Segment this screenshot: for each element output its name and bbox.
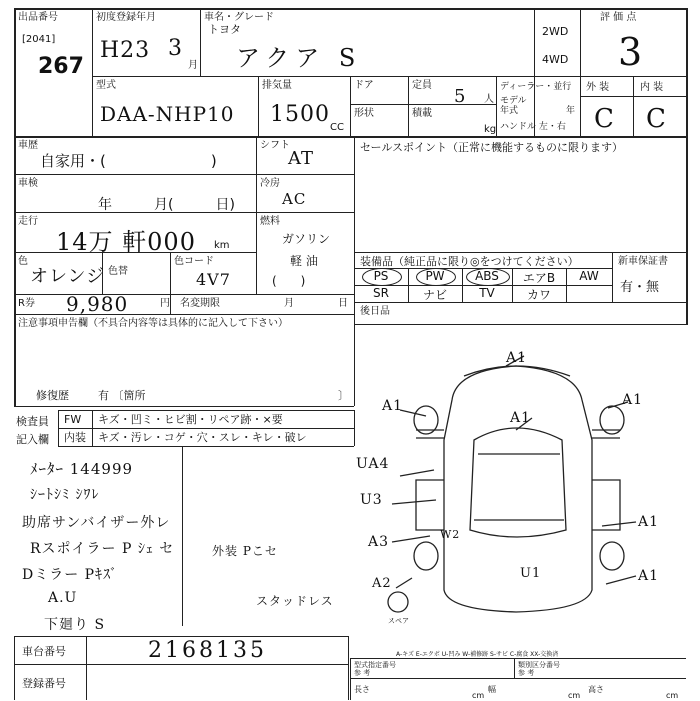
- equip-airbag: エアB: [522, 271, 556, 285]
- handle-label: ハンドル 左・右: [500, 122, 566, 132]
- footer-div: [86, 636, 87, 700]
- remark-line-2: ｼｰﾄｼﾐ ｼﾜﾚ: [30, 487, 100, 503]
- caution-label: 注意事項申告欄（不具合内容等は具体的に記入して下さい）: [18, 318, 288, 329]
- shape-label: 形状: [354, 108, 374, 119]
- first-reg-era: H23: [100, 38, 151, 63]
- row2-top: [92, 76, 686, 77]
- interior-insp-label: 内装: [64, 431, 86, 444]
- reg-label: 登録番号: [22, 677, 66, 690]
- mark-a1-fr: A1: [622, 392, 644, 408]
- footer-top: [14, 636, 348, 637]
- repair-value: 有 〔箇所: [98, 389, 146, 402]
- mileage-value: 14万 軒000: [56, 228, 196, 256]
- div-door: [350, 76, 351, 136]
- warranty-value: 有・無: [620, 280, 660, 295]
- mark-a1-hood: A1: [510, 410, 532, 426]
- mark-a1-rr2: A1: [638, 568, 660, 584]
- maker: トヨタ: [208, 23, 241, 36]
- shift-label: シフト: [260, 140, 290, 151]
- equip-abs: ABS: [475, 269, 499, 283]
- fuel-label: 燃料: [260, 216, 280, 227]
- insp-mid: [58, 428, 354, 429]
- caution-bottom: [14, 406, 354, 407]
- mark-u1: U1: [520, 566, 542, 581]
- remarks-div: [182, 446, 183, 626]
- interior-items: キズ・汚レ・コゲ・穴・スレ・キレ・破レ: [98, 431, 307, 444]
- div-cap: [408, 76, 409, 136]
- repair-label: 修復歴: [36, 389, 69, 402]
- remark-line-1: ﾒｰﾀｰ 144999: [30, 460, 134, 478]
- type-label: 型式: [96, 80, 116, 91]
- remark-line-4: Rスポイラー P ｼｪ セ: [30, 541, 175, 557]
- warranty-div: [612, 252, 613, 302]
- color-change-label: 色替: [108, 266, 128, 277]
- mark-a1-front: A1: [506, 350, 528, 366]
- equip-pw-circle: [416, 268, 456, 286]
- interior-label: 内 装: [640, 82, 664, 93]
- fw-label: FW: [64, 413, 82, 426]
- fuel-diesel: 軽 油: [290, 254, 318, 268]
- color-label: 色: [18, 256, 28, 267]
- body-outline: [444, 366, 592, 612]
- frame-right: [686, 8, 688, 324]
- disp-label: 排気量: [262, 80, 292, 91]
- shift-value: AT: [288, 148, 315, 169]
- mark-line-6: [392, 500, 436, 504]
- dim-height: 高さ: [588, 685, 604, 694]
- equip-sr: SR: [373, 286, 389, 300]
- lot-label: 出品番号: [18, 12, 58, 23]
- div-drive: [534, 8, 535, 136]
- legend: A-キズ E-エクボ U-凹み W-補修跡 S-サビ C-腐食 XX-交換済: [396, 651, 559, 658]
- mark-u3: U3: [360, 492, 383, 508]
- spec-div: [514, 658, 515, 678]
- ext-int-div: [633, 76, 634, 136]
- fuel-other: ( ): [272, 274, 306, 288]
- mark-line-10: [396, 578, 412, 588]
- recycle-value: 9,980: [66, 292, 129, 316]
- mark-line-8: [602, 522, 636, 526]
- exterior-grade: C: [594, 104, 615, 134]
- div-score: [580, 8, 581, 136]
- mark-line-7: [392, 536, 430, 542]
- detail-r4: [14, 294, 354, 295]
- frame-left: [14, 8, 16, 406]
- disp-unit: CC: [330, 122, 344, 133]
- lot-code: [2041]: [22, 34, 56, 45]
- detail-r5: [14, 314, 354, 315]
- equip-navi: ナビ: [422, 288, 447, 302]
- interior-grade: C: [646, 104, 667, 134]
- spec-top: [350, 658, 686, 659]
- mark-a1-rr1: A1: [638, 514, 660, 530]
- color-code-label: 色コード: [174, 256, 214, 267]
- mileage-unit: km: [214, 240, 230, 251]
- type-value: DAA-NHP10: [100, 102, 235, 126]
- history-value: 自家用・( ): [40, 152, 217, 170]
- ac-label: 冷房: [260, 178, 280, 189]
- left-doors: [416, 480, 444, 530]
- fuel-gasoline: ガソリン: [282, 232, 331, 246]
- inspection-value: 年 月( 日): [98, 197, 235, 213]
- capacity-value: 5: [454, 86, 467, 107]
- wheel-rr: [600, 542, 624, 570]
- equip-ps: PS: [373, 269, 389, 283]
- mark-a3: A3: [368, 534, 390, 550]
- spare-label: スペア: [388, 617, 409, 625]
- month-unit: 月: [188, 60, 198, 71]
- detail-color-div: [170, 252, 171, 314]
- disp-value: 1500: [270, 102, 330, 127]
- remark-line-5: Dミラー Pｷｽﾞ: [22, 567, 119, 583]
- chassis-label: 車台番号: [22, 645, 66, 658]
- dim-length-cm: cm: [472, 691, 485, 700]
- ac-value: AC: [282, 190, 307, 208]
- div-reg: [200, 8, 201, 76]
- insp-right: [354, 410, 355, 446]
- inspector-label: 検査員: [16, 415, 49, 428]
- detail-div: [256, 136, 257, 294]
- door-label: ドア: [354, 80, 374, 91]
- insp-left: [58, 410, 59, 446]
- lot-number: 267: [38, 54, 84, 79]
- color-code-value: 4V7: [196, 270, 231, 289]
- div-lot: [92, 8, 93, 136]
- load-label: 積載: [412, 108, 432, 119]
- car-diagram: [356, 330, 690, 630]
- insp-c1: [92, 410, 93, 446]
- sales-title: セールスポイント（正常に機能するものに限ります）: [360, 141, 624, 154]
- year-unit: 年: [566, 106, 576, 116]
- capacity-label: 定員: [412, 80, 432, 91]
- first-reg-month: 3: [168, 36, 183, 61]
- first-reg-label: 初度登録年月: [96, 12, 156, 23]
- insp-top: [58, 410, 354, 411]
- cabin-outline: [470, 428, 566, 537]
- class-label: 類別区分番号: [518, 661, 560, 669]
- left-mirror: [416, 430, 444, 438]
- chassis-value: 2168135: [148, 638, 267, 663]
- dealer-label: ディーラー・並行: [500, 82, 572, 92]
- mark-line-9: [606, 576, 636, 584]
- insp-bottom: [58, 446, 354, 447]
- color-value: オレンジ: [30, 266, 106, 287]
- wheel-rl: [414, 542, 438, 570]
- equip-abs-circle: [466, 268, 510, 286]
- score-value: 3: [618, 30, 644, 74]
- mark-a2: A2: [372, 576, 392, 591]
- load-unit: kg: [484, 124, 497, 135]
- row3-top: [14, 136, 688, 138]
- equip-title: 装備品（純正品に限り◎をつけてください）: [360, 255, 579, 268]
- frame-top: [14, 8, 688, 10]
- equip-leather: カワ: [526, 288, 551, 302]
- div-disp: [258, 76, 259, 136]
- mark-line-2: [400, 410, 426, 416]
- recycle-label: R券: [18, 298, 35, 309]
- equip-pw: PW: [425, 269, 445, 283]
- remark-line-3: 助席サンバイザー外レ: [22, 515, 171, 531]
- repair-bracket: 〕: [338, 389, 349, 402]
- entry-label: 記入欄: [16, 433, 49, 446]
- remark-line-7: 下廻り S: [44, 617, 106, 633]
- warranty-label: 新車保証書: [618, 256, 668, 267]
- equip-tv: TV: [479, 286, 495, 300]
- equip-top: [354, 252, 686, 253]
- spec-sub: 参 考: [354, 669, 371, 677]
- unload-bottom: [354, 324, 688, 325]
- spec-label: 型式指定番号: [354, 661, 396, 669]
- spec-left: [350, 658, 351, 700]
- div-dealer: [496, 76, 497, 136]
- remark-mid-1: 外装 Pこセ: [212, 544, 278, 558]
- fw-items: キズ・凹ミ・ヒビ割・リペア跡・×要: [98, 413, 283, 426]
- dim-width-cm: cm: [568, 691, 581, 700]
- mileage-label: 走行: [18, 216, 38, 227]
- drive-2wd: 2WD: [542, 25, 569, 38]
- mark-a1-fl: A1: [382, 398, 404, 414]
- footer-mid: [14, 664, 348, 665]
- model-year-label: モデル: [500, 96, 527, 106]
- dim-height-cm: cm: [666, 691, 679, 700]
- name-change-month: 月: [284, 298, 294, 309]
- right-doors: [592, 480, 620, 530]
- model-name: アクア S: [236, 44, 362, 72]
- yen: 円: [160, 298, 170, 309]
- shape-line: [350, 104, 496, 105]
- capacity-unit: 人: [484, 94, 494, 105]
- inspection-label: 車検: [18, 178, 38, 189]
- remark-mid-2: スタッドレス: [256, 594, 334, 608]
- model-year-label2: 年式: [500, 106, 519, 116]
- equip-ps-circle: [362, 268, 402, 286]
- name-change-label: 名変期限: [180, 298, 220, 309]
- class-sub: 参 考: [518, 669, 535, 677]
- unload-label: 後日品: [360, 306, 390, 317]
- footer-right: [348, 636, 349, 700]
- front-bumper: [464, 366, 570, 376]
- dim-width: 幅: [488, 685, 496, 694]
- remark-line-6: A.U: [48, 590, 78, 606]
- history-label: 車歴: [18, 140, 38, 151]
- equip-aw: AW: [579, 269, 599, 283]
- drive-4wd: 4WD: [542, 53, 569, 66]
- exterior-label: 外 装: [586, 82, 610, 93]
- dim-length: 長さ: [354, 685, 370, 694]
- mark-line-5: [400, 470, 434, 476]
- mark-w2: W2: [440, 528, 461, 541]
- score-label: 評 価 点: [600, 12, 637, 23]
- detail-r1: [14, 174, 354, 175]
- spare-wheel: [388, 592, 408, 612]
- name-change-day: 日: [338, 298, 348, 309]
- footer-left: [14, 636, 15, 700]
- mark-ua4: UA4: [356, 456, 390, 472]
- name-label: 車名・グレード: [204, 12, 274, 23]
